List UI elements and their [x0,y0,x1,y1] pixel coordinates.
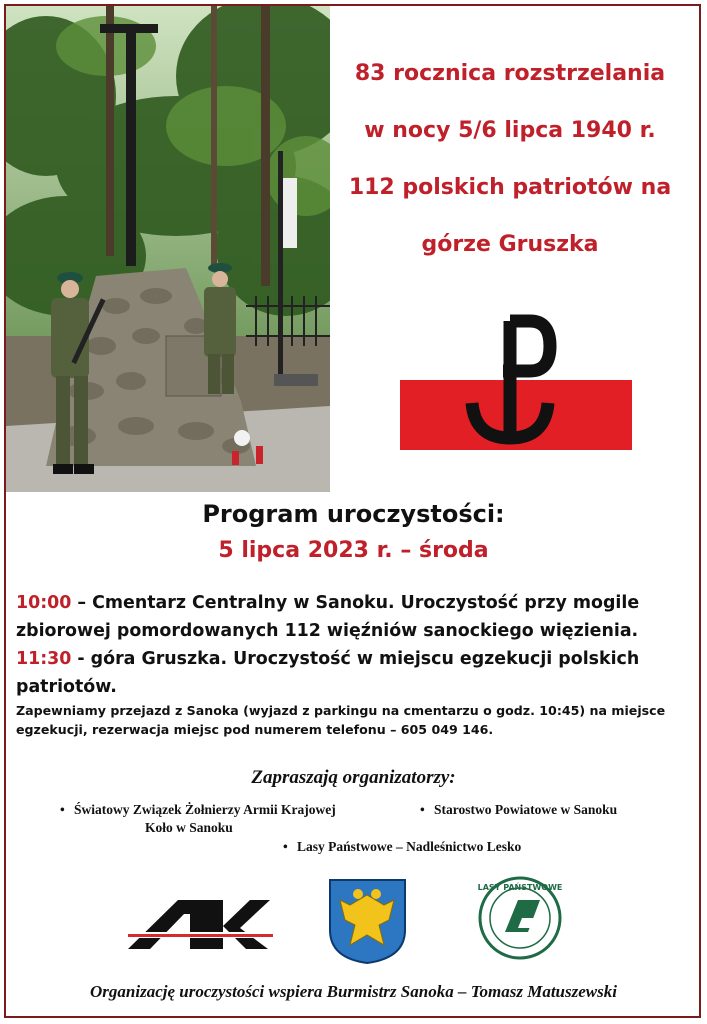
memorial-photo [6,6,330,492]
program-date: 5 lipca 2023 r. – środa [218,538,489,563]
organizer-ak-line1: Światowy Związek Żołnierzy Armii Krajowej [74,802,336,817]
logos-row [0,870,707,965]
organizer-lasy [283,838,583,856]
schedule-time: 11:30 [16,649,72,669]
headline-line-2: w nocy 5/6 lipca 1940 r. [364,118,656,143]
organizer-starostwo [420,801,680,819]
footer-credit: Organizację uroczystości wspiera Burmistrz Sanoka – Tomasz Matuszewski [90,982,617,1001]
bullet-icon: • [60,802,65,817]
program-schedule [16,589,696,701]
organizer-ak [60,801,380,837]
bullet-icon: • [283,839,288,854]
lasy-logo-text: LASY PAŃSTWOWE [477,883,563,892]
schedule-text: - góra Gruszka. Uroczystość w miejscu egzekucji polskich patriotów. [16,649,640,697]
ak-logo-icon [128,900,273,949]
headline-line-4: górze Gruszka [421,232,599,257]
program-title: Program uroczystości: [202,500,505,528]
headline [335,52,685,280]
organizer-lasy-label: Lasy Państwowe – Nadleśnictwo Lesko [297,839,522,854]
headline-line-3: 112 polskich patriotów na [348,175,672,200]
organizer-starostwo-label: Starostwo Powiatowe w Sanoku [434,802,618,817]
kotwica-flag [400,313,632,453]
bullet-icon: • [420,802,425,817]
transport-note: Zapewniamy przejazd z Sanoka (wyjazd z parkingu na cmentarzu o godz. 10:45) na miejsce egzekucji, rezerwacja miejsc pod numerem telefonu – 605 049 146. [16,703,666,737]
schedule-item [16,645,696,701]
schedule-item [16,589,696,645]
organizer-ak-line2: Koło w Sanoku [145,820,233,835]
schedule-text: – Cmentarz Centralny w Sanoku. Uroczystość przy mogile zbiorowej pomordowanych 112 więźniów sanockiego więzienia. [16,593,640,641]
coat-of-arms-icon [330,880,405,963]
schedule-time: 10:00 [16,593,72,613]
headline-line-1: 83 rocznica rozstrzelania [354,61,666,86]
lasy-panstwowe-logo-icon [478,878,563,958]
organizers-heading: Zapraszają organizatorzy: [251,767,456,788]
